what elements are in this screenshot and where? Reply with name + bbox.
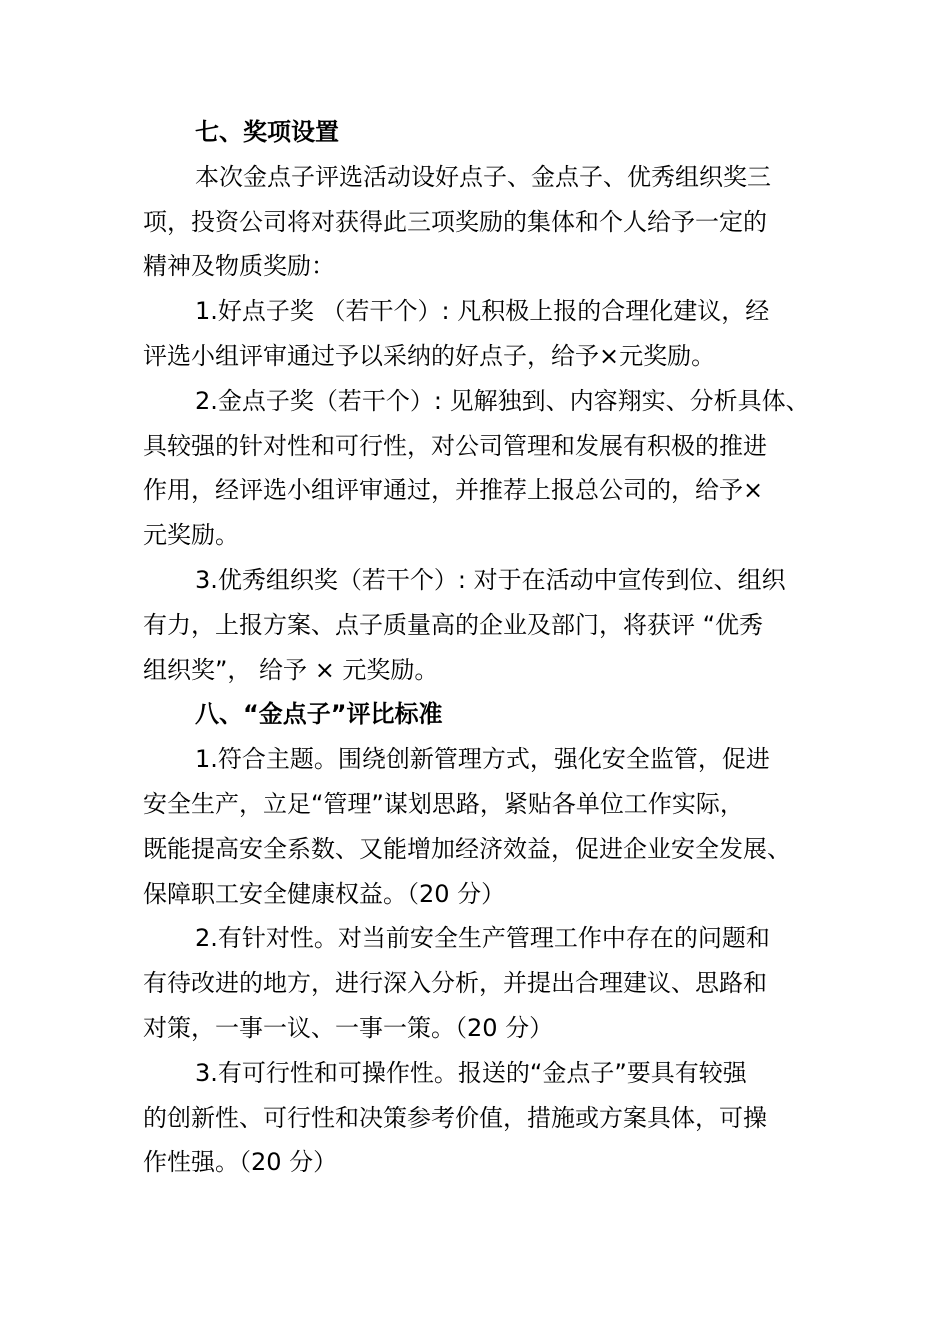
text-line: 作用，经评选小组评审通过，并推荐上报总公司的，给予× <box>143 476 764 505</box>
text-line: 1.符合主题。围绕创新管理方式，强化安全监管，促进 <box>195 745 770 774</box>
text-line: 保障职工安全健康权益。（20 分） <box>143 879 506 908</box>
paragraph-awards-intro <box>143 155 808 289</box>
text-line: 具较强的针对性和可行性，对公司管理和发展有积极的推进 <box>143 431 767 460</box>
paragraph-criterion-targeted <box>143 916 808 1050</box>
text-line: 有力，上报方案、点子质量高的企业及部门，将获评 “优秀 <box>143 610 764 639</box>
text-line: 安全生产，立足“管理”谋划思路，紧贴各单位工作实际， <box>143 789 744 818</box>
text-line: 既能提高安全系数、又能增加经济效益，促进企业安全发展、 <box>143 834 791 863</box>
text-line: 1.好点子奖 （若干个）: 凡积极上报的合理化建议，经 <box>195 297 770 326</box>
text-line: 有待改进的地方，进行深入分析，并提出合理建议、思路和 <box>143 969 767 998</box>
section-heading-criteria: 八、“金点子”评比标准 <box>195 700 443 729</box>
paragraph-good-idea-award <box>143 289 808 379</box>
text-line: 组织奖”， 给予 × 元奖励。 <box>143 655 439 684</box>
paragraph-organization-award <box>143 558 808 692</box>
section-heading-awards: 七、奖项设置 <box>195 118 339 146</box>
text-line: 项，投资公司将对获得此三项奖励的集体和个人给予一定的 <box>143 207 767 236</box>
text-line: 作性强。（20 分） <box>143 1148 338 1177</box>
text-line: 2.有针对性。对当前安全生产管理工作中存在的问题和 <box>195 924 770 953</box>
text-line: 对策，一事一议、一事一策。（20 分） <box>143 1013 554 1042</box>
text-line: 的创新性、可行性和决策参考价值，措施或方案具体，可操 <box>143 1103 767 1132</box>
document-page <box>143 110 808 1185</box>
text-line: 2.金点子奖（若干个）: 见解独到、内容翔实、分析具体、 <box>195 386 810 415</box>
paragraph-criterion-theme <box>143 737 808 916</box>
text-line: 本次金点子评选活动设好点子、金点子、优秀组织奖三 <box>195 162 771 191</box>
text-line: 3.优秀组织奖（若干个）: 对于在活动中宣传到位、组织 <box>195 565 786 594</box>
paragraph-criterion-feasibility <box>143 1051 808 1185</box>
paragraph-golden-idea-award <box>143 379 808 558</box>
text-line: 评选小组评审通过予以采纳的好点子，给予×元奖励。 <box>143 341 716 370</box>
text-line: 元奖励。 <box>143 521 239 550</box>
text-line: 3.有可行性和可操作性。报送的“金点子”要具有较强 <box>195 1058 747 1087</box>
text-line: 精神及物质奖励： <box>143 252 335 281</box>
